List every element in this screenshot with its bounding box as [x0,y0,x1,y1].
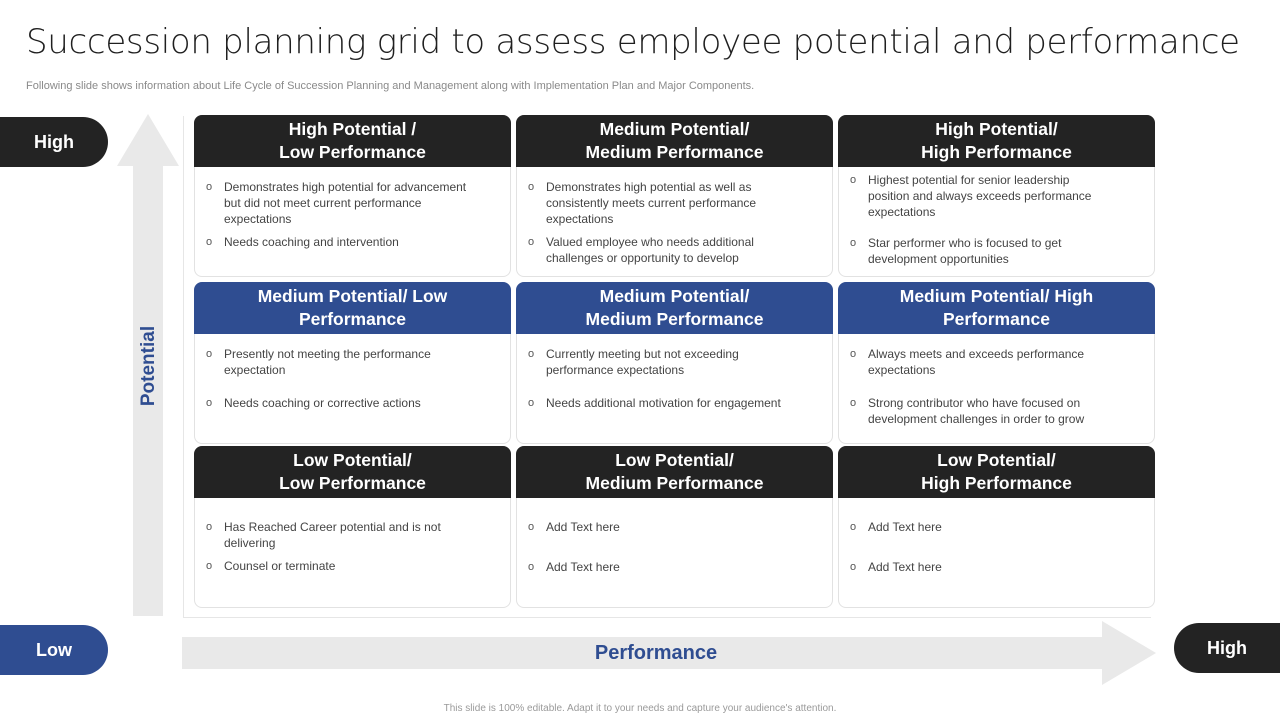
cell-medium-potential-high-performance [838,282,1155,444]
bullet-item: o Counsel or terminate [205,558,467,574]
cell-medium-potential-medium-performance-top [516,115,833,277]
bullet-list [849,172,1140,274]
bullet-item: o Needs coaching and intervention [205,234,467,250]
bullet-list [849,346,1140,434]
performance-axis-label: Performance [594,642,718,664]
bullet-item: o Demonstrates high potential for advancement but did not meet current performance expectations [205,179,467,227]
bullet-item: o Demonstrates high potential as well as consistently meets current performance expectations [527,179,789,227]
cell-high-potential-low-performance [194,115,511,277]
bullet-item: o Always meets and exceeds performance expectations [849,346,1111,378]
cell-title: Medium Potential/ Low Performance [194,282,511,334]
bullet-item: o Strong contributor who have focused on development challenges in order to grow [849,395,1111,427]
slide-title: Succession planning grid to assess employee potential and performance [26,22,1240,62]
cell-title: Medium Potential/ High Performance [838,282,1155,334]
bullet-list [527,179,818,273]
bullet-list [205,519,496,581]
cell-medium-potential-low-performance [194,282,511,444]
cell-medium-potential-medium-performance [516,282,833,444]
cell-low-potential-high-performance [838,446,1155,608]
cell-title: Low Potential/ High Performance [838,446,1155,498]
performance-high-pill: High [1174,623,1280,673]
bullet-item: o Currently meeting but not exceeding performance expectations [527,346,789,378]
bullet-list [527,519,818,582]
bullet-list [527,346,818,418]
bullet-item: o Needs coaching or corrective actions [205,395,467,411]
bullet-item: o Star performer who is focused to get development opportunities [849,235,1111,267]
cell-high-potential-high-performance [838,115,1155,277]
bullet-list [205,179,496,257]
cell-title: High Potential / Low Performance [194,115,511,167]
potential-high-pill: High [0,117,108,167]
bullet-list [205,346,496,418]
bullet-item: o Presently not meeting the performance expectation [205,346,467,378]
bullet-item: o Highest potential for senior leadership position and always exceeds performance expectations [849,172,1111,220]
low-pill: Low [0,625,108,675]
bullet-item: o Add Text here [527,559,789,575]
cell-title: Low Potential/ Medium Performance [516,446,833,498]
bullet-item: o Needs additional motivation for engagement [527,395,789,411]
slide-subtitle: Following slide shows information about Life Cycle of Succession Planning and Management along with Implementation Plan and Major Components. [26,80,755,92]
bullet-item: o Add Text here [849,559,1111,575]
slide-footer-note: This slide is 100% editable. Adapt it to your needs and capture your audience's attention. [443,703,837,714]
cell-low-potential-medium-performance [516,446,833,608]
cell-low-potential-low-performance [194,446,511,608]
bullet-list [849,519,1140,582]
cell-title: High Potential/ High Performance [838,115,1155,167]
cell-title: Low Potential/ Low Performance [194,446,511,498]
potential-axis-label: Potential [138,325,159,407]
cell-title: Medium Potential/ Medium Performance [516,115,833,167]
bullet-item: o Add Text here [849,519,1111,535]
cell-title: Medium Potential/ Medium Performance [516,282,833,334]
bullet-item: o Has Reached Career potential and is not delivering [205,519,467,551]
bullet-item: o Add Text here [527,519,789,535]
bullet-item: o Valued employee who needs additional challenges or opportunity to develop [527,234,789,266]
